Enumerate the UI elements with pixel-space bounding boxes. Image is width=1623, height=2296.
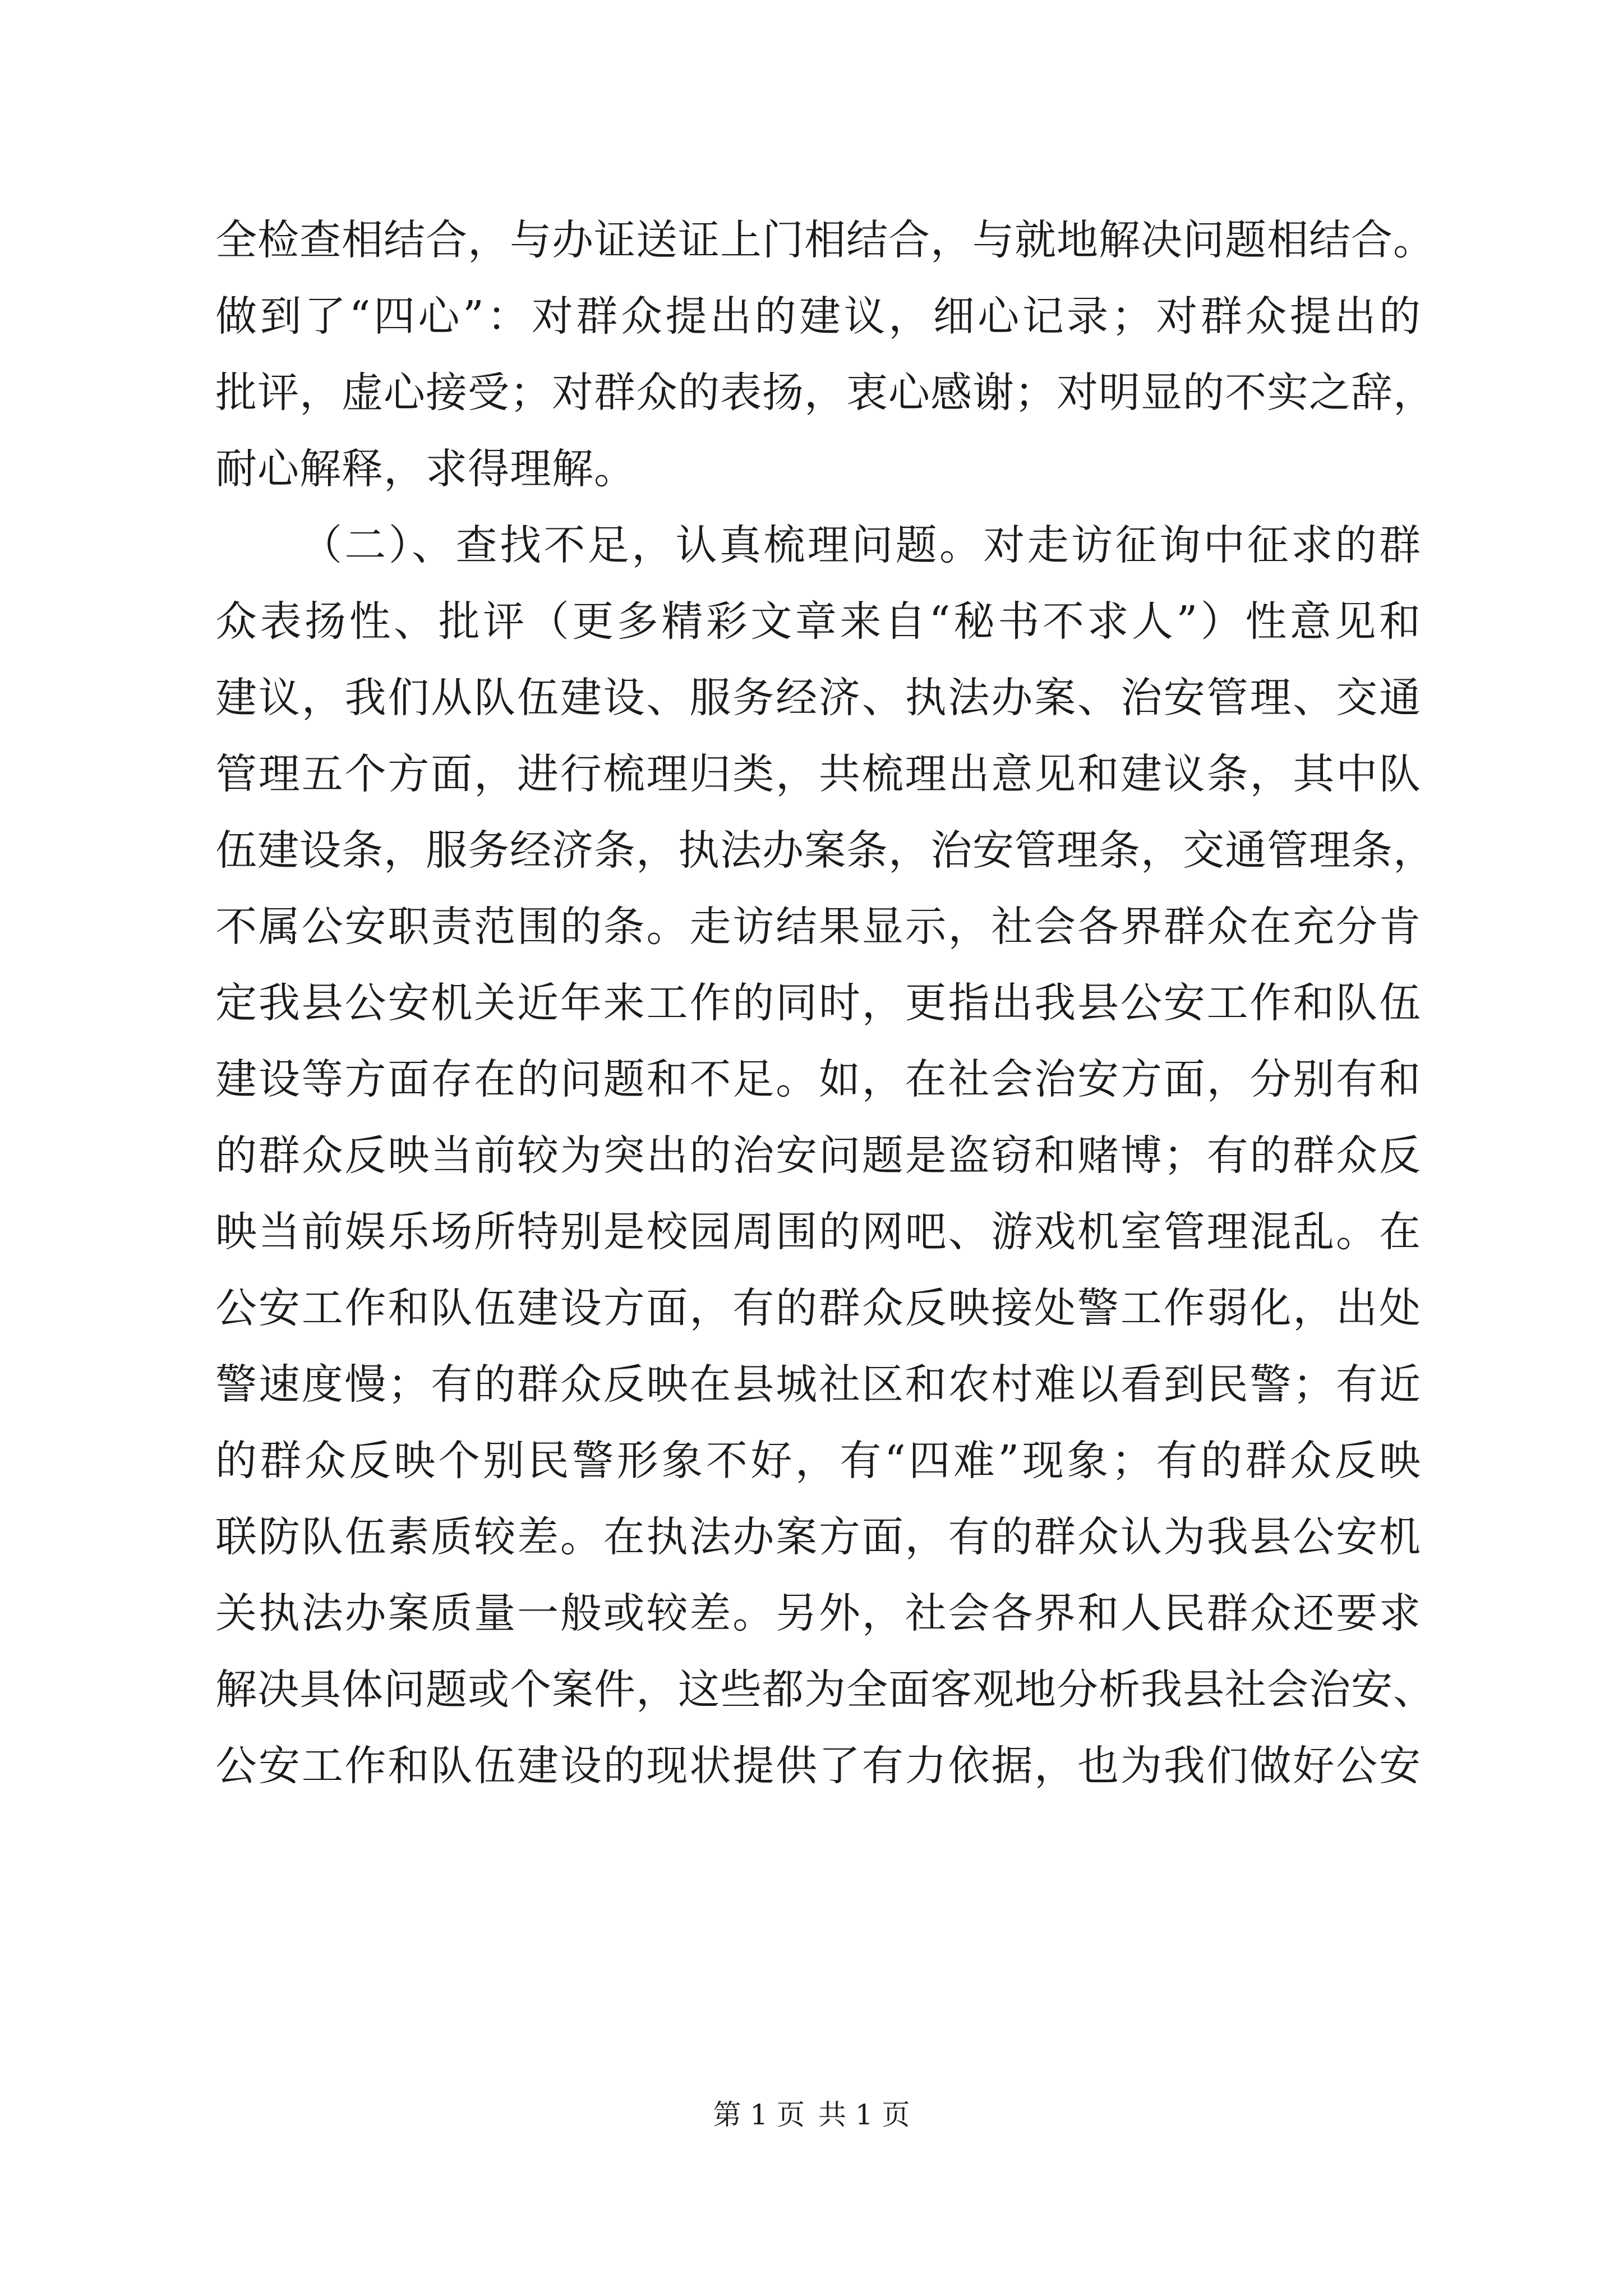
paragraph-2-line-11: 公安工作和队伍建设方面，有的群众反映接处警工作弱化，出处 xyxy=(215,1284,1421,1332)
document-body xyxy=(215,202,1435,1804)
paragraph-2-line-10: 映当前娱乐场所特别是校园周围的网吧、游戏机室管理混乱。在 xyxy=(215,1208,1421,1256)
paragraph-1-line-4: 耐心解释，求得理解。 xyxy=(215,445,636,493)
paragraph-2-line-4: 管理五个方面，进行梳理归类，共梳理出意见和建议条，其中队 xyxy=(215,750,1421,798)
paragraph-2-line-2: 众表扬性、批评（更多精彩文章来自“秘书不求人”）性意见和 xyxy=(215,597,1421,646)
paragraph-2-line-6: 不属公安职责范围的条。走访结果显示，社会各界群众在充分肯 xyxy=(215,903,1421,951)
paragraph-2-line-13: 的群众反映个别民警形象不好，有“四难”现象；有的群众反映 xyxy=(215,1437,1421,1485)
paragraph-1-line-1: 全检查相结合，与办证送证上门相结合，与就地解决问题相结合。 xyxy=(215,216,1435,264)
paragraph-2-line-12: 警速度慢；有的群众反映在县城社区和农村难以看到民警；有近 xyxy=(215,1360,1421,1409)
page-footer xyxy=(0,2095,1623,2134)
paragraph-1-line-3: 批评，虚心接受；对群众的表扬，衷心感谢；对明显的不实之辞， xyxy=(215,369,1435,417)
paragraph-2-line-7: 定我县公安机关近年来工作的同时，更指出我县公安工作和队伍 xyxy=(215,979,1421,1027)
page-total: 共 1 页 xyxy=(818,2099,910,2131)
paragraph-2-line-1: （二）、查找不足，认真梳理问题。对走访征询中征求的群 xyxy=(301,521,1421,569)
paragraph-2-line-9: 的群众反映当前较为突出的治安问题是盗窃和赌博；有的群众反 xyxy=(215,1131,1421,1180)
paragraph-2-line-5: 伍建设条，服务经济条，执法办案条，治安管理条，交通管理条， xyxy=(215,826,1435,875)
paragraph-2-line-16: 解决具体问题或个案件，这些都为全面客观地分析我县社会治安、 xyxy=(215,1665,1435,1714)
paragraph-1-line-2: 做到了“四心”：对群众提出的建议，细心记录；对群众提出的 xyxy=(215,292,1421,341)
paragraph-2-line-17: 公安工作和队伍建设的现状提供了有力依据，也为我们做好公安 xyxy=(215,1742,1421,1790)
paragraph-2-line-14: 联防队伍素质较差。在执法办案方面，有的群众认为我县公安机 xyxy=(215,1513,1421,1561)
page-number: 第 1 页 xyxy=(713,2099,805,2131)
paragraph-2-line-15: 关执法办案质量一般或较差。另外，社会各界和人民群众还要求 xyxy=(215,1589,1421,1637)
paragraph-2-line-3: 建议，我们从队伍建设、服务经济、执法办案、治安管理、交通 xyxy=(215,674,1421,722)
paragraph-2-line-8: 建设等方面存在的问题和不足。如，在社会治安方面，分别有和 xyxy=(215,1055,1421,1103)
